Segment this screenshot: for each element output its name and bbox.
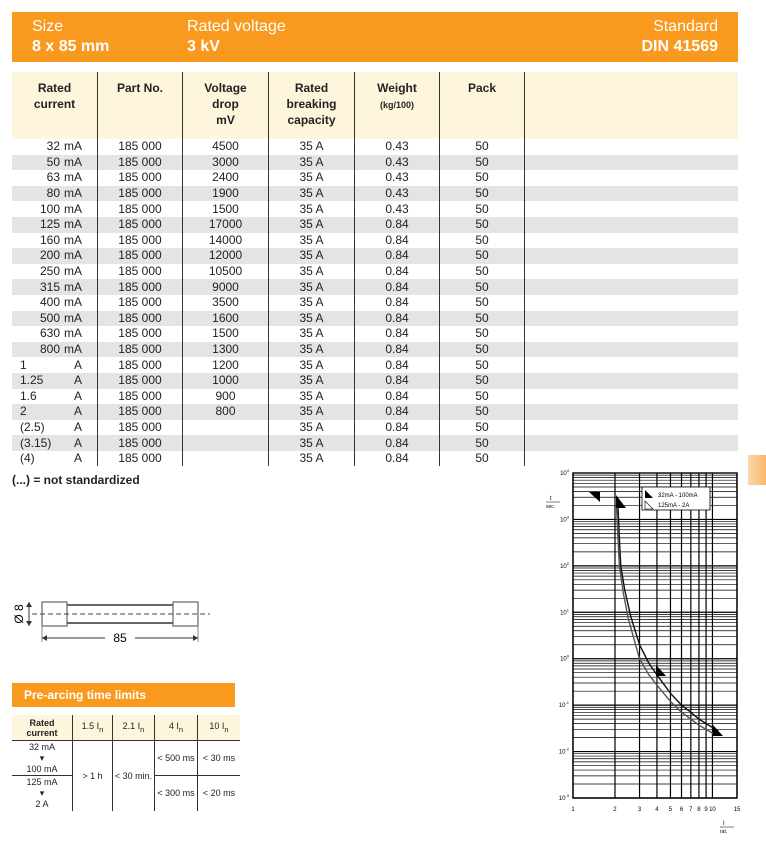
cell-pack: 50 bbox=[440, 248, 525, 264]
cell-part-no: 185 000 bbox=[98, 435, 183, 451]
rated-current-value: (4) bbox=[20, 451, 35, 466]
cell-voltage-drop: 10500 bbox=[183, 264, 269, 280]
cell-rated-current bbox=[12, 435, 98, 451]
cell-breaking-capacity: 35 A bbox=[269, 139, 355, 155]
cell-weight: 0.43 bbox=[355, 201, 440, 217]
cell-pack: 50 bbox=[440, 389, 525, 405]
cell-voltage-drop: 1900 bbox=[183, 186, 269, 202]
value-r1-10: < 30 ms bbox=[198, 741, 241, 776]
legend-entry: 125mA - 2A bbox=[658, 503, 690, 509]
length-label: 85 bbox=[113, 631, 127, 645]
table-row bbox=[12, 435, 738, 451]
rated-current-unit: mA bbox=[64, 310, 82, 325]
fuse-dimension-drawing bbox=[0, 590, 230, 650]
time-current-chart bbox=[540, 460, 766, 841]
cell-rated-current bbox=[12, 357, 98, 373]
cell-breaking-capacity: 35 A bbox=[269, 389, 355, 405]
table-row bbox=[12, 311, 738, 327]
cell-breaking-capacity: 35 A bbox=[269, 295, 355, 311]
rated-current-unit: A bbox=[73, 373, 82, 388]
standard-label: Standard bbox=[653, 18, 718, 35]
cell-part-no: 185 000 bbox=[98, 139, 183, 155]
cell-weight: 0.43 bbox=[355, 155, 440, 171]
rated-current-value: 160 bbox=[39, 232, 60, 247]
cell-rated-current bbox=[12, 139, 98, 155]
table-row bbox=[12, 186, 738, 202]
not-standardized-note: (...) = not standardized bbox=[12, 473, 140, 487]
cell-part-no: 185 000 bbox=[98, 233, 183, 249]
cell-rated-current bbox=[12, 326, 98, 342]
cell-weight: 0.43 bbox=[355, 139, 440, 155]
rated-current-value: 1.25 bbox=[20, 373, 44, 388]
cell-part-no: 185 000 bbox=[98, 326, 183, 342]
pre-col-4: 4 $I_n$ bbox=[155, 715, 198, 741]
cell-voltage-drop: 14000 bbox=[183, 233, 269, 249]
cell-breaking-capacity: 35 A bbox=[269, 201, 355, 217]
cell-voltage-drop: 2400 bbox=[183, 170, 269, 186]
y-tick-label: $10^1$ bbox=[560, 607, 569, 617]
cell-part-no: 185 000 bbox=[98, 279, 183, 295]
cell-voltage-drop bbox=[183, 451, 269, 467]
pre-col-15: 1.5 $I_n$ bbox=[73, 715, 113, 741]
cell-weight: 0.84 bbox=[355, 357, 440, 373]
rated-current-unit: mA bbox=[64, 170, 82, 185]
table-row bbox=[12, 217, 738, 233]
cell-voltage-drop: 4500 bbox=[183, 139, 269, 155]
cell-pack: 50 bbox=[440, 295, 525, 311]
series-line-0 bbox=[618, 505, 718, 730]
standard-value: DIN 41569 bbox=[641, 38, 718, 55]
cell-pack: 50 bbox=[440, 217, 525, 233]
cell-weight: 0.84 bbox=[355, 311, 440, 327]
y-axis-unit: sec. bbox=[546, 504, 556, 510]
cell-breaking-capacity: 35 A bbox=[269, 170, 355, 186]
cell-voltage-drop bbox=[183, 435, 269, 451]
cell-voltage-drop bbox=[183, 420, 269, 436]
cell-rated-current bbox=[12, 217, 98, 233]
rated-current-unit: mA bbox=[64, 295, 82, 310]
table-row bbox=[12, 248, 738, 264]
cell-pack: 50 bbox=[440, 326, 525, 342]
cell-part-no: 185 000 bbox=[98, 201, 183, 217]
cell-breaking-capacity: 35 A bbox=[269, 435, 355, 451]
cell-weight: 0.84 bbox=[355, 389, 440, 405]
table-row bbox=[12, 155, 738, 171]
rated-current-unit: mA bbox=[64, 264, 82, 279]
cell-rated-current bbox=[12, 389, 98, 405]
cell-rated-current bbox=[12, 264, 98, 280]
marker-triangle bbox=[656, 665, 666, 676]
cell-pack: 50 bbox=[440, 373, 525, 389]
rated-current-value: 200 bbox=[39, 248, 60, 263]
cell-breaking-capacity: 35 A bbox=[269, 326, 355, 342]
voltage-value: 3 kV bbox=[187, 38, 220, 55]
x-tick-label: 3 bbox=[637, 807, 642, 813]
cell-breaking-capacity: 35 A bbox=[269, 373, 355, 389]
table-row bbox=[12, 342, 738, 358]
x-tick-label: 8 bbox=[697, 807, 701, 813]
cell-rated-current bbox=[12, 201, 98, 217]
cell-weight: 0.84 bbox=[355, 404, 440, 420]
table-row bbox=[12, 326, 738, 342]
cell-breaking-capacity: 35 A bbox=[269, 217, 355, 233]
rated-current-unit: A bbox=[73, 435, 82, 450]
cell-part-no: 185 000 bbox=[98, 451, 183, 467]
rated-current-unit: mA bbox=[64, 342, 82, 357]
cell-pack: 50 bbox=[440, 357, 525, 373]
fuse-table bbox=[12, 72, 738, 466]
rated-current-value: 315 bbox=[39, 279, 60, 294]
pre-col-21: 2.1 $I_n$ bbox=[113, 715, 155, 741]
x-tick-label: 5 bbox=[668, 807, 673, 813]
cell-pack: 50 bbox=[440, 155, 525, 171]
table-row bbox=[12, 170, 738, 186]
rated-current-value: 2 bbox=[20, 404, 27, 419]
cell-voltage-drop: 900 bbox=[183, 389, 269, 405]
rated-current-value: 80 bbox=[46, 186, 60, 201]
col-blank bbox=[525, 72, 739, 139]
table-row bbox=[12, 264, 738, 280]
cell-rated-current bbox=[12, 186, 98, 202]
cell-weight: 0.84 bbox=[355, 435, 440, 451]
cell-part-no: 185 000 bbox=[98, 155, 183, 171]
cell-part-no: 185 000 bbox=[98, 373, 183, 389]
table-row bbox=[12, 357, 738, 373]
cell-weight: 0.84 bbox=[355, 420, 440, 436]
diameter-label: Ø 8 bbox=[12, 604, 27, 624]
value-15: > 1 h bbox=[73, 741, 113, 811]
x-axis-unit: rat. bbox=[720, 829, 728, 835]
rated-current-unit: mA bbox=[64, 154, 82, 169]
cell-pack: 50 bbox=[440, 233, 525, 249]
rated-current-unit: mA bbox=[64, 279, 82, 294]
size-label: Size bbox=[32, 18, 64, 35]
x-tick-label: 2 bbox=[613, 807, 617, 813]
cell-voltage-drop: 1500 bbox=[183, 326, 269, 342]
cell-breaking-capacity: 35 A bbox=[269, 233, 355, 249]
cell-part-no: 185 000 bbox=[98, 311, 183, 327]
rated-current-unit: mA bbox=[64, 248, 82, 263]
rated-current-value: 32 bbox=[46, 139, 60, 154]
cell-rated-current bbox=[12, 248, 98, 264]
cell-weight: 0.84 bbox=[355, 248, 440, 264]
rated-current-value: 63 bbox=[46, 170, 60, 185]
cell-pack: 50 bbox=[440, 201, 525, 217]
rated-current-value: 1.6 bbox=[20, 388, 37, 403]
range-32-100: 32 mA ▾ 100 mA bbox=[12, 741, 73, 776]
cell-rated-current bbox=[12, 311, 98, 327]
cell-part-no: 185 000 bbox=[98, 264, 183, 280]
cell-voltage-drop: 1200 bbox=[183, 357, 269, 373]
rated-current-value: 1 bbox=[20, 357, 27, 372]
rated-current-unit: A bbox=[73, 357, 82, 372]
cell-breaking-capacity: 35 A bbox=[269, 451, 355, 467]
cell-breaking-capacity: 35 A bbox=[269, 279, 355, 295]
cell-pack: 50 bbox=[440, 342, 525, 358]
cell-rated-current bbox=[12, 373, 98, 389]
cell-rated-current bbox=[12, 404, 98, 420]
cell-pack: 50 bbox=[440, 139, 525, 155]
fuse-cap-left bbox=[42, 602, 67, 626]
col-rated-current: Rated current bbox=[12, 72, 98, 139]
cell-pack: 50 bbox=[440, 435, 525, 451]
cell-pack: 50 bbox=[440, 420, 525, 436]
y-tick-label: $10^4$ bbox=[560, 468, 569, 477]
y-tick-label: $10^3$ bbox=[560, 514, 569, 524]
rated-current-value: 125 bbox=[39, 217, 60, 232]
cell-part-no: 185 000 bbox=[98, 217, 183, 233]
cell-rated-current bbox=[12, 233, 98, 249]
x-tick-label: 15 bbox=[733, 807, 741, 813]
cell-pack: 50 bbox=[440, 279, 525, 295]
table-row bbox=[12, 373, 738, 389]
table-row bbox=[12, 389, 738, 405]
cell-breaking-capacity: 35 A bbox=[269, 155, 355, 171]
cell-weight: 0.84 bbox=[355, 342, 440, 358]
cell-pack: 50 bbox=[440, 264, 525, 280]
cell-breaking-capacity: 35 A bbox=[269, 404, 355, 420]
value-21: < 30 min. bbox=[113, 741, 155, 811]
cell-part-no: 185 000 bbox=[98, 295, 183, 311]
x-tick-label: 4 bbox=[655, 807, 659, 813]
cell-breaking-capacity: 35 A bbox=[269, 342, 355, 358]
header-bar bbox=[12, 12, 738, 62]
x-tick-label: 7 bbox=[689, 807, 693, 813]
cell-weight: 0.84 bbox=[355, 373, 440, 389]
col-weight: Weight (kg/100) bbox=[355, 72, 440, 139]
cell-weight: 0.84 bbox=[355, 217, 440, 233]
cell-pack: 50 bbox=[440, 404, 525, 420]
rated-current-unit: A bbox=[73, 388, 82, 403]
marker-triangle bbox=[713, 725, 723, 736]
y-tick-label: $10^2$ bbox=[560, 560, 569, 570]
x-tick-label: 9 bbox=[704, 807, 708, 813]
table-row bbox=[12, 404, 738, 420]
x-tick-label: 10 bbox=[709, 807, 716, 813]
cell-pack: 50 bbox=[440, 451, 525, 467]
y-tick-label: $10^{-2}$ bbox=[558, 746, 569, 756]
cell-part-no: 185 000 bbox=[98, 404, 183, 420]
cell-weight: 0.43 bbox=[355, 170, 440, 186]
size-value: 8 x 85 mm bbox=[32, 38, 110, 55]
table-row bbox=[12, 420, 738, 436]
cell-voltage-drop: 1500 bbox=[183, 201, 269, 217]
cell-part-no: 185 000 bbox=[98, 342, 183, 358]
cell-voltage-drop: 12000 bbox=[183, 248, 269, 264]
col-voltage-drop: Voltage drop mV bbox=[183, 72, 269, 139]
cell-rated-current bbox=[12, 155, 98, 171]
rated-current-unit: mA bbox=[64, 232, 82, 247]
cell-weight: 0.84 bbox=[355, 264, 440, 280]
cell-voltage-drop: 17000 bbox=[183, 217, 269, 233]
pre-arcing-table bbox=[12, 715, 240, 811]
y-tick-label: $10^{-3}$ bbox=[558, 793, 569, 802]
cell-voltage-drop: 1600 bbox=[183, 311, 269, 327]
cell-breaking-capacity: 35 A bbox=[269, 357, 355, 373]
x-tick-label: 6 bbox=[679, 807, 684, 813]
cell-breaking-capacity: 35 A bbox=[269, 264, 355, 280]
rated-current-value: 630 bbox=[39, 326, 60, 341]
cell-voltage-drop: 9000 bbox=[183, 279, 269, 295]
table-row bbox=[12, 295, 738, 311]
cell-pack: 50 bbox=[440, 186, 525, 202]
cell-voltage-drop: 800 bbox=[183, 404, 269, 420]
cell-rated-current bbox=[12, 279, 98, 295]
table-row bbox=[12, 279, 738, 295]
cell-breaking-capacity: 35 A bbox=[269, 420, 355, 436]
rated-current-value: (2.5) bbox=[20, 419, 45, 434]
pre-col-10: 10 $I_n$ bbox=[198, 715, 241, 741]
cell-rated-current bbox=[12, 295, 98, 311]
cell-voltage-drop: 1000 bbox=[183, 373, 269, 389]
cell-weight: 0.43 bbox=[355, 186, 440, 202]
cell-rated-current bbox=[12, 451, 98, 467]
rated-current-unit: A bbox=[73, 404, 82, 419]
cell-part-no: 185 000 bbox=[98, 186, 183, 202]
x-axis-label: I bbox=[723, 821, 725, 827]
cell-part-no: 185 000 bbox=[98, 389, 183, 405]
legend-entry: 32mA - 100mA bbox=[658, 493, 698, 499]
cell-part-no: 185 000 bbox=[98, 357, 183, 373]
voltage-label: Rated voltage bbox=[187, 18, 286, 35]
cell-part-no: 185 000 bbox=[98, 248, 183, 264]
rated-current-value: 100 bbox=[39, 201, 60, 216]
cell-rated-current bbox=[12, 342, 98, 358]
rated-current-value: 250 bbox=[39, 264, 60, 279]
rated-current-unit: mA bbox=[64, 186, 82, 201]
rated-current-value: 50 bbox=[46, 154, 60, 169]
cell-pack: 50 bbox=[440, 170, 525, 186]
rated-current-unit: A bbox=[73, 451, 82, 466]
table-row bbox=[12, 233, 738, 249]
cell-rated-current bbox=[12, 420, 98, 436]
pre-col-rated: Rated current bbox=[12, 715, 73, 741]
rated-current-unit: mA bbox=[64, 217, 82, 232]
cell-weight: 0.84 bbox=[355, 451, 440, 467]
table-row bbox=[12, 201, 738, 217]
cell-rated-current bbox=[12, 170, 98, 186]
cell-voltage-drop: 1300 bbox=[183, 342, 269, 358]
rated-current-value: (3.15) bbox=[20, 435, 52, 450]
value-r2-4: < 300 ms bbox=[155, 776, 198, 811]
rated-current-value: 800 bbox=[39, 342, 60, 357]
rated-current-unit: mA bbox=[64, 201, 82, 216]
cell-part-no: 185 000 bbox=[98, 420, 183, 436]
col-part-no: Part No. bbox=[98, 72, 183, 139]
cell-voltage-drop: 3000 bbox=[183, 155, 269, 171]
cell-weight: 0.84 bbox=[355, 279, 440, 295]
y-tick-label: $10^0$ bbox=[560, 653, 569, 663]
cell-weight: 0.84 bbox=[355, 295, 440, 311]
col-breaking-capacity: Rated breaking capacity bbox=[269, 72, 355, 139]
rated-current-value: 500 bbox=[39, 310, 60, 325]
cell-pack: 50 bbox=[440, 311, 525, 327]
value-r1-4: < 500 ms bbox=[155, 741, 198, 776]
value-r2-10: < 20 ms bbox=[202, 788, 236, 799]
cell-weight: 0.84 bbox=[355, 326, 440, 342]
cell-breaking-capacity: 35 A bbox=[269, 186, 355, 202]
cell-part-no: 185 000 bbox=[98, 170, 183, 186]
cell-voltage-drop: 3500 bbox=[183, 295, 269, 311]
x-tick-label: 1 bbox=[571, 807, 575, 813]
range-125-2: 125 mA ▾ 2 A bbox=[12, 776, 73, 811]
y-axis-label: t bbox=[550, 496, 552, 502]
pre-arcing-title: Pre-arcing time limits bbox=[12, 683, 235, 707]
cell-breaking-capacity: 35 A bbox=[269, 248, 355, 264]
table-row bbox=[12, 139, 738, 155]
cell-breaking-capacity: 35 A bbox=[269, 311, 355, 327]
rated-current-unit: mA bbox=[64, 139, 82, 154]
rated-current-unit: A bbox=[73, 419, 82, 434]
rated-current-unit: mA bbox=[64, 326, 82, 341]
col-pack: Pack bbox=[440, 72, 525, 139]
y-tick-label: $10^{-1}$ bbox=[558, 700, 569, 710]
cell-weight: 0.84 bbox=[355, 233, 440, 249]
rated-current-value: 400 bbox=[39, 295, 60, 310]
